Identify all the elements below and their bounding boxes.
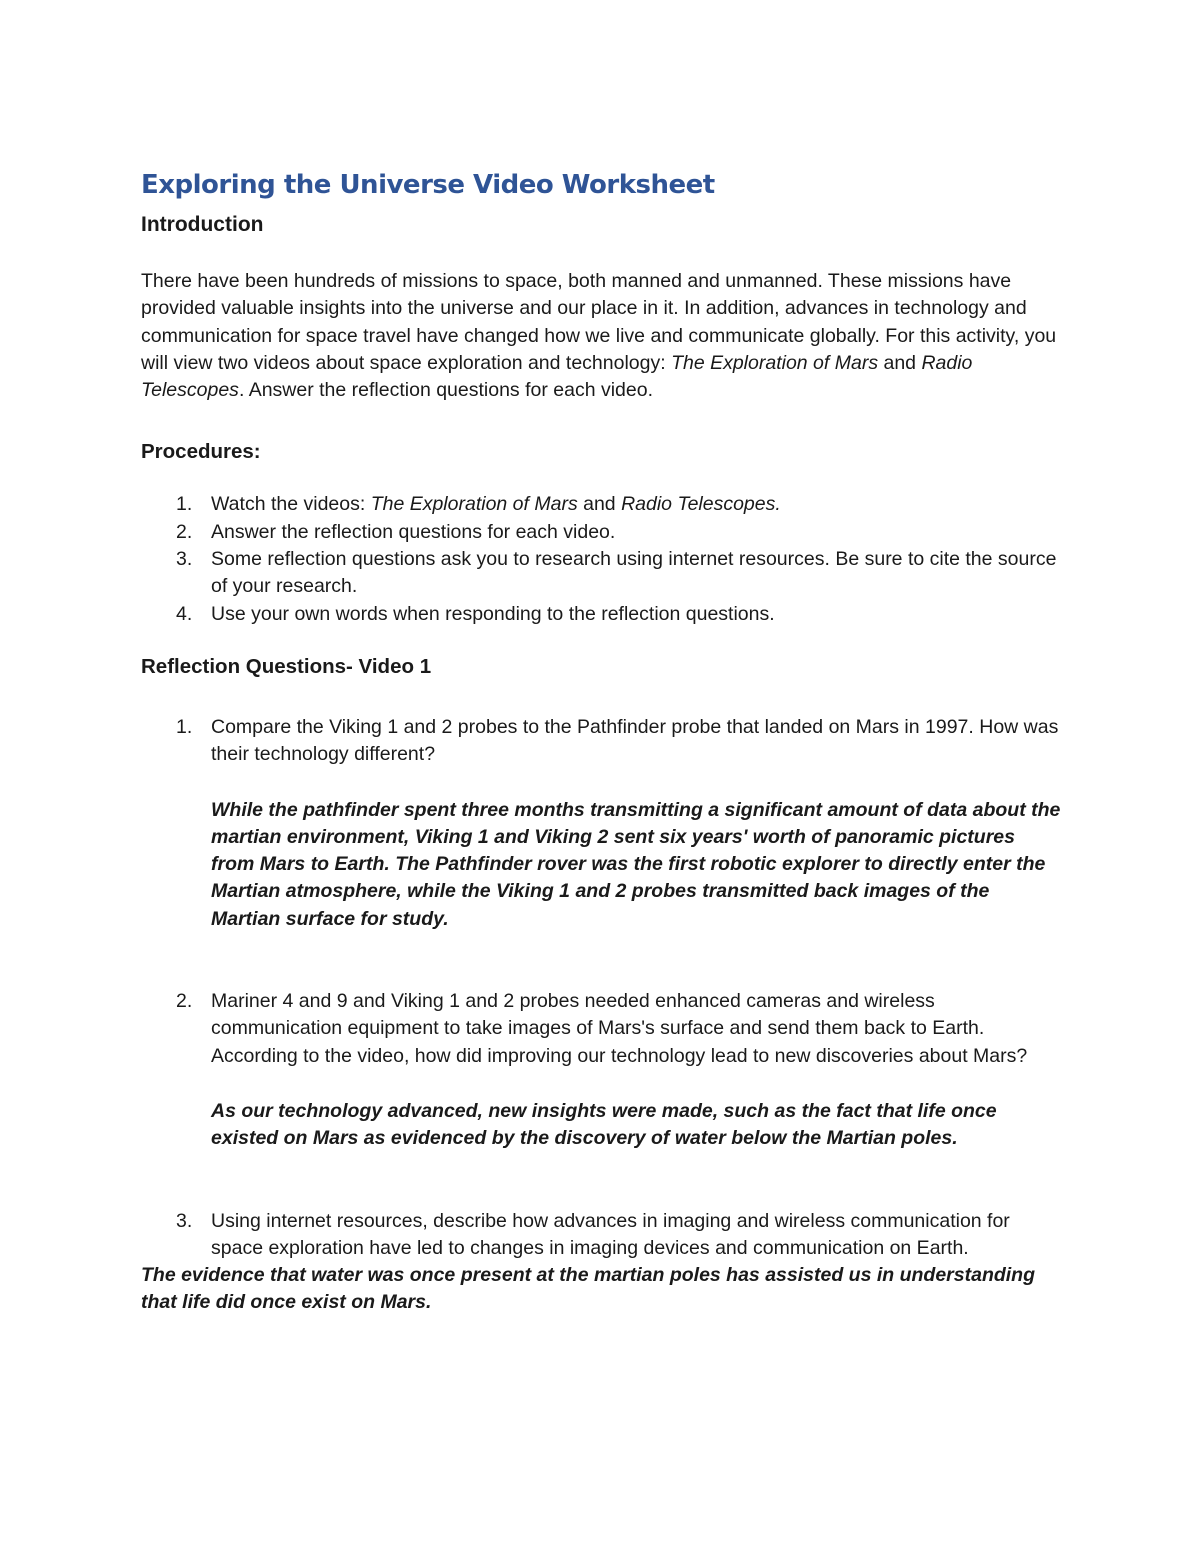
answer-text: As our technology advanced, new insights were made, such as the fact that life once existed on Mars as evidenced by the discovery of water below the Martian poles. [211,1099,997,1150]
procedure-number: 3. [176,548,193,571]
question-number: 3. [176,1209,193,1232]
reflection-questions-list [141,714,1061,1262]
answer-text-final: The evidence that water was once present at the martian poles has assisted us in understanding that life did once exist on Mars. [141,1264,1036,1314]
question-item [141,714,1061,933]
procedure-video1: The Exploration of Mars [370,493,578,516]
intro-video1-title: The Exploration of Mars [671,351,879,374]
procedure-number: 4. [176,602,193,625]
question-item [141,988,1061,1152]
intro-video2-title: Radio Telescopes [141,351,973,402]
intro-text-2: . Answer the reflection questions for each video. [238,379,654,402]
procedures-heading: Procedures: [141,440,261,464]
procedure-video2: Radio Telescopes. [621,493,781,516]
worksheet-page [141,166,1061,1317]
procedure-item [141,491,1061,518]
question-text: Compare the Viking 1 and 2 probes to the Pathfinder probe that landed on Mars in 1997. How was their technology different? [211,715,1059,766]
procedure-item [141,546,1061,601]
procedure-number: 1. [176,493,193,516]
procedure-item [141,519,1061,546]
procedure-number: 2. [176,520,193,543]
introduction-paragraph [141,268,1061,404]
intro-text-1: There have been hundreds of missions to space, both manned and unmanned. These missions have provided valuable insights into the universe and our place in it. In addition, advances in technology and communication for space travel have changed how we live and communicate globally. For this activity, you will view two videos about space exploration and technology: [141,270,1057,374]
procedure-text: Use your own words when responding to the reflection questions. [211,602,775,625]
question-text: Using internet resources, describe how advances in imaging and wireless communication for space exploration have led to changes in imaging devices and communication on Earth. [211,1209,1010,1259]
intro-and: and [878,351,922,374]
question-text: Mariner 4 and 9 and Viking 1 and 2 probes needed enhanced cameras and wireless communication equipment to take images of Mars's surface and send them back to Earth. According to the video, how did improving our technology lead to new discoveries about Mars? [211,990,1028,1067]
answer-text: While the pathfinder spent three months transmitting a significant amount of data about the martian environment, Viking 1 and Viking 2 sent six years' worth of panoramic pictures from Mars to Earth. The Pathfinder rover was the first robotic explorer to directly enter the Martian atmosphere, while the Viking 1 and 2 probes transmitted back images of the Martian surface for study. [211,798,1061,930]
procedures-list [141,491,1061,627]
question-number: 2. [176,990,193,1013]
question-number: 1. [176,715,193,738]
reflection-heading: Reflection Questions- Video 1 [141,654,432,678]
question-item [141,1208,1061,1263]
procedure-and: and [577,493,622,516]
procedure-item [141,601,1061,628]
procedure-text: Watch the videos: [211,493,371,516]
introduction-heading: Introduction [141,213,264,236]
page-title: Exploring the Universe Video Worksheet [141,170,715,200]
procedure-text: Some reflection questions ask you to research using internet resources. Be sure to cite the source of your research. [211,548,1057,598]
procedure-text: Answer the reflection questions for each video. [211,520,616,543]
